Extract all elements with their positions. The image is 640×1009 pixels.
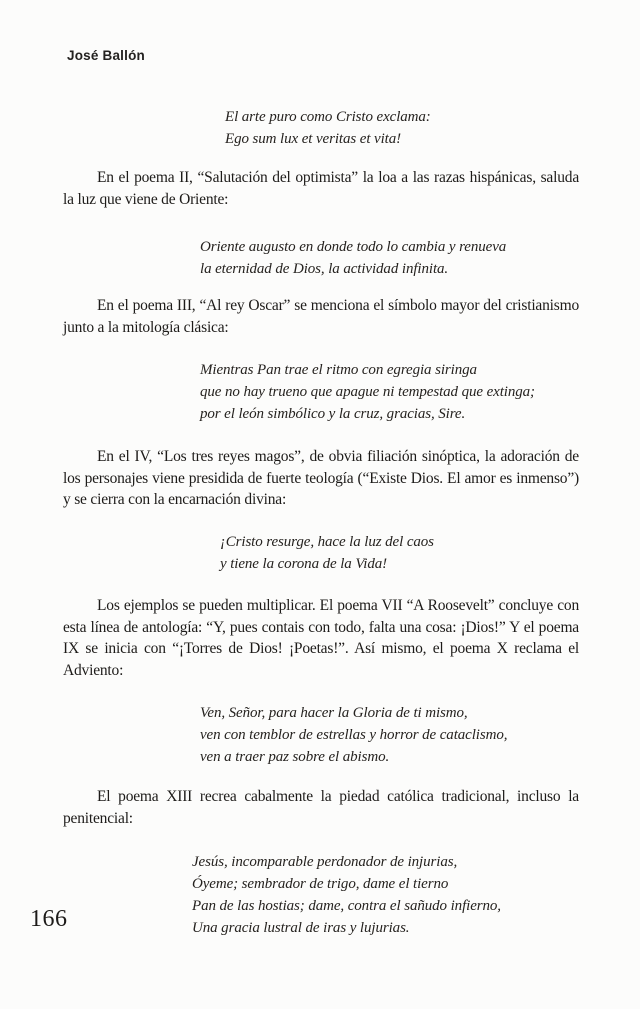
verse-line: Una gracia lustral de iras y lujurias. <box>192 920 410 936</box>
verse-block <box>225 106 431 150</box>
verse-line: ven a traer paz sobre el abismo. <box>200 749 390 765</box>
verse-block <box>200 702 507 768</box>
verse-block <box>220 531 434 575</box>
verse-line: Oriente augusto en donde todo lo cambia y renueva <box>200 239 507 255</box>
page-number: 166 <box>30 906 68 932</box>
verse-block <box>200 236 506 280</box>
verse-line: Ego sum lux et veritas et vita! <box>225 131 402 147</box>
verse-line: la eternidad de Dios, la actividad infinita. <box>200 261 449 277</box>
paragraph: En el poema II, “Salutación del optimista” la loa a las razas hispánicas, saluda la luz que viene de Oriente: <box>63 169 579 208</box>
verse-block <box>200 359 535 425</box>
verse-line: Jesús, incomparable perdonador de injurias, <box>192 854 458 870</box>
paragraph: En el IV, “Los tres reyes magos”, de obvia filiación sinóptica, la adoración de los personajes viene presidida de fuerte teología (“Existe Dios. El amor es inmenso”) y se cierra con la encarnación divina: <box>63 448 579 508</box>
running-header: José Ballón <box>67 48 145 63</box>
verse-line: Óyeme; sembrador de trigo, dame el tierno <box>192 876 449 892</box>
paragraph: El poema XIII recrea cabalmente la piedad católica tradicional, incluso la penitencial: <box>63 788 579 827</box>
verse-line: Pan de las hostias; dame, contra el sañudo infierno, <box>192 898 501 914</box>
verse-line: El arte puro como Cristo exclama: <box>225 109 431 125</box>
verse-line: ¡Cristo resurge, hace la luz del caos <box>220 534 434 550</box>
verse-line: Ven, Señor, para hacer la Gloria de ti mismo, <box>200 705 468 721</box>
verse-line: y tiene la corona de la Vida! <box>220 556 388 572</box>
paragraph: En el poema III, “Al rey Oscar” se menciona el símbolo mayor del cristianismo junto a la mitología clásica: <box>63 297 579 336</box>
paragraph: Los ejemplos se pueden multiplicar. El poema VII “A Roosevelt” concluye con esta línea de antología: “Y, pues contais con todo, falta una cosa: ¡Dios!” Y el poema IX se inicia con “¡Torres de Dios! ¡Poetas!”. Así mismo, el poema X reclama el Adviento: <box>63 597 579 679</box>
verse-block <box>192 851 501 939</box>
verse-line: que no hay trueno que apague ni tempestad que extinga; <box>200 384 535 400</box>
verse-line: ven con temblor de estrellas y horror de cataclismo, <box>200 727 508 743</box>
verse-line: Mientras Pan trae el ritmo con egregia siringa <box>200 362 477 378</box>
verse-line: por el león simbólico y la cruz, gracias, Sire. <box>200 406 466 422</box>
